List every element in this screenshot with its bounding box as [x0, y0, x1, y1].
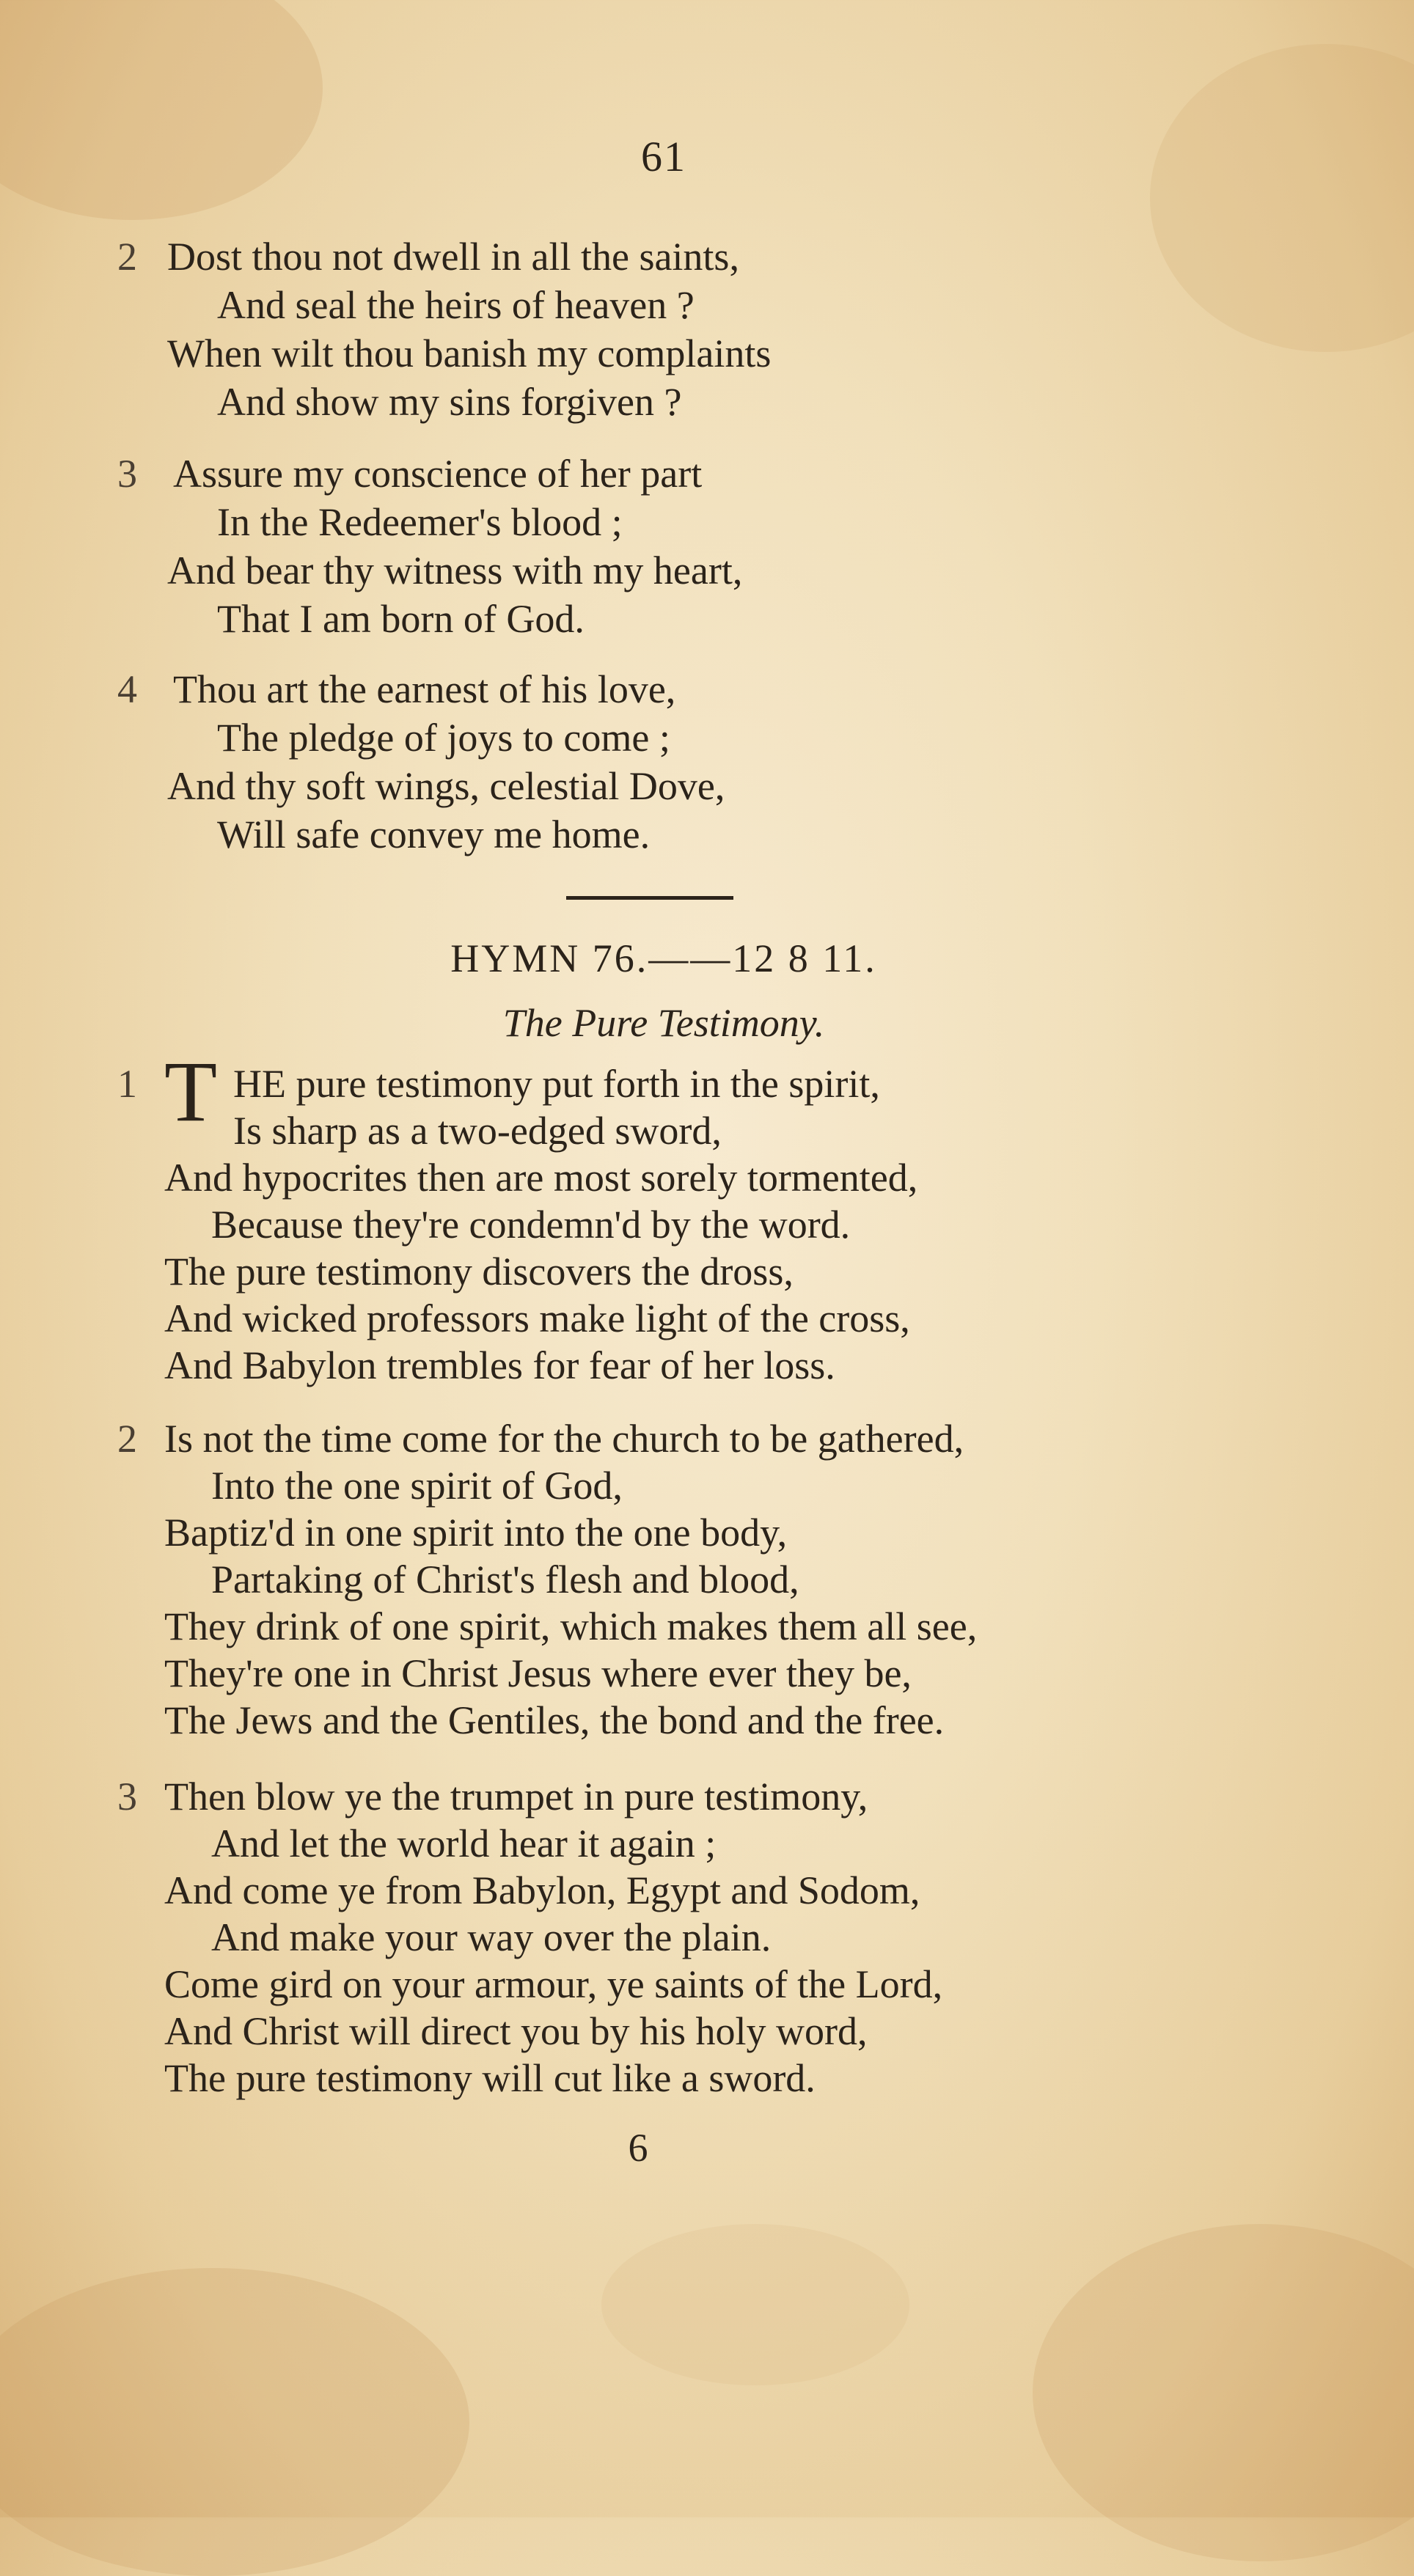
age-stain [0, 2268, 469, 2576]
verse-line: The Jews and the Gentiles, the bond and the free. [164, 1698, 945, 1742]
verse-line: The pure testimony will cut like a sword. [164, 2056, 816, 2100]
verse-line: When wilt thou banish my complaints [167, 331, 772, 375]
verse-number: 2 [117, 235, 137, 279]
verse-line: Because they're condemn'd by the word. [211, 1203, 851, 1247]
verse-line: Partaking of Christ's flesh and blood, [211, 1557, 799, 1601]
verse-line: Will safe convey me home. [217, 812, 651, 856]
age-stain [0, 0, 323, 220]
age-stain [1150, 44, 1414, 352]
section-divider [566, 896, 733, 900]
verse-line: And come ye from Babylon, Egypt and Sodom, [164, 1868, 920, 1912]
verse-line: The pure testimony discovers the dross, [164, 1250, 794, 1293]
verse-line: Is sharp as a two-edged sword, [233, 1109, 722, 1153]
folio-signature: 6 [628, 2126, 648, 2170]
verse-line: They drink of one spirit, which makes them all see, [164, 1604, 978, 1648]
verse-line: And hypocrites then are most sorely tormented, [164, 1156, 918, 1200]
verse-line: Dost thou not dwell in all the saints, [167, 235, 739, 279]
hymn-title: The Pure Testimony. [502, 1001, 825, 1045]
verse-number: 2 [117, 1417, 137, 1461]
verse-line: And show my sins forgiven ? [217, 380, 682, 424]
verse-line: Into the one spirit of God, [211, 1464, 623, 1508]
verse-line: Assure my conscience of her part [173, 452, 703, 496]
verse-line: Then blow ye the trumpet in pure testimony, [164, 1775, 868, 1819]
verse-line: Baptiz'd in one spirit into the one body, [164, 1511, 788, 1555]
verse-line: And let the world hear it again ; [211, 1821, 717, 1865]
verse-line: And seal the heirs of heaven ? [217, 283, 695, 327]
verse-line: The pledge of joys to come ; [217, 716, 670, 760]
verse-line: And bear thy witness with my heart, [167, 548, 743, 592]
drop-cap: T [164, 1043, 218, 1140]
verse-line: That I am born of God. [217, 597, 585, 641]
verse-line: Thou art the earnest of his love, [173, 667, 676, 711]
page-number: 61 [641, 133, 686, 180]
verse-line: Come gird on your armour, ye saints of the Lord, [164, 1962, 943, 2006]
verse-line: HE pure testimony put forth in the spirit, [233, 1062, 880, 1106]
age-stain [601, 2224, 909, 2385]
verse-line: And wicked professors make light of the cross, [164, 1296, 910, 1340]
verse-number: 3 [117, 452, 137, 496]
verse-number: 1 [117, 1062, 137, 1106]
verse-line: Is not the time come for the church to be gathered, [164, 1417, 964, 1461]
verse-line: In the Redeemer's blood ; [217, 500, 623, 544]
verse-line: And Babylon trembles for fear of her loss. [164, 1343, 835, 1387]
verse-line: And thy soft wings, celestial Dove, [167, 764, 725, 808]
verse-line: And Christ will direct you by his holy word, [164, 2009, 868, 2053]
hymn-heading: HYMN 76.——12 8 11. [450, 936, 877, 980]
verse-number: 3 [117, 1775, 137, 1819]
verse-number: 4 [117, 667, 137, 711]
verse-line: They're one in Christ Jesus where ever they be, [164, 1651, 912, 1695]
age-stain [1033, 2224, 1414, 2561]
verse-line: And make your way over the plain. [211, 1915, 772, 1959]
